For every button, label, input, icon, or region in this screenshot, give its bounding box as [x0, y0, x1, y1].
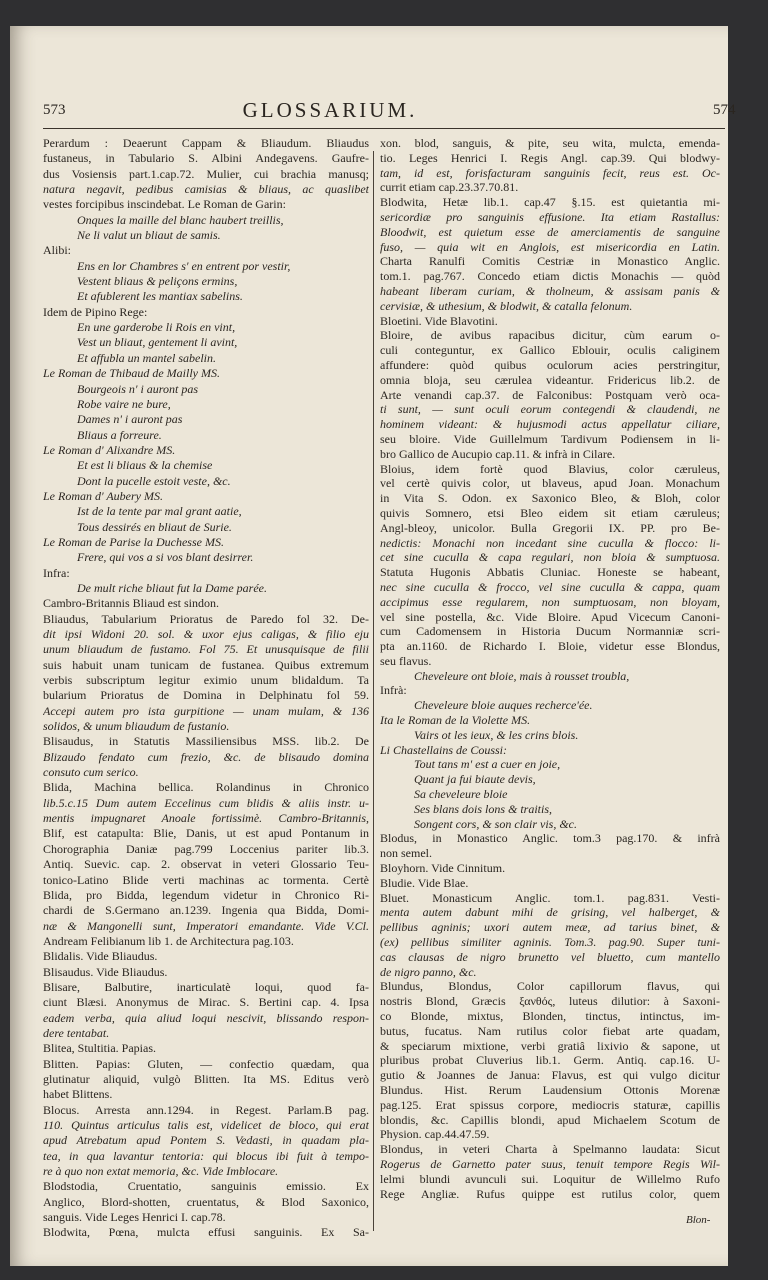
text-line: ciunt Blæsi. Anonymus de Mirac. S. Bertini cap. 4. Ipsa — [43, 995, 369, 1010]
text-line: vestes forcipibus inscindebat. Le Roman de Garin: — [43, 197, 286, 212]
text-line: Blitea, Stultitia. Papias. — [43, 1041, 156, 1056]
text-line: næ & Mangonelli sunt, Imperatori emandante. Vide V.Cl. — [43, 918, 369, 933]
text-line: xon. blod, sanguis, & pite, seu wita, mulcta, emenda- — [380, 136, 720, 150]
text-line: Physion. cap.44.47.59. — [380, 1127, 490, 1142]
text-line: chardi de S.Germano an.1239. Ingenia qua Bidda, Domi- — [43, 903, 369, 918]
text-line: seu bloire. Vide Guillelmum Tardivum Podiensem in li- — [380, 431, 720, 446]
text-line: Charta Ranulfi Comitis Cestriæ in Monastico Anglic. — [380, 254, 720, 269]
text-line: habeant liberam curiam, & tholneum, & assisam panis & — [380, 283, 720, 298]
text-line: tonico-Latino Blide verti machinas ac tormenta. Certè — [43, 872, 369, 887]
text-line: sericordiæ pro sanguinis effusione. Ita etiam Rastallus: — [380, 209, 720, 224]
text-line: Onques la maille del blanc haubert treillis, — [77, 212, 284, 227]
text-line: lelmi blundi avunculi sui. Loquitur de Willelmo Rufo — [380, 1171, 720, 1186]
text-line: co Blonde, mixtus, Blonden, tinctus, intinctus, im- — [380, 1009, 720, 1024]
header-rule — [43, 128, 725, 129]
text-line: Bliaus a forreure. — [77, 427, 162, 442]
text-line: Tous dessirés en bliaut de Surie. — [77, 519, 232, 534]
text-line: seu flavus. — [380, 653, 432, 668]
left-text-column — [43, 136, 369, 1241]
right-text-column — [380, 136, 720, 1201]
text-line: dere tentabat. — [43, 1025, 110, 1040]
text-line: Songent cors, & son clair vis, &c. — [414, 816, 577, 831]
text-line: (ex) pellibus similiter agninis. Tom.3. pag.90. Super tuni- — [380, 935, 720, 950]
text-line: natura negavit, pedibus camisias & bliaus, ac quaslibet — [43, 182, 369, 197]
text-line: solidos, & unum bliaudum de fustanio. — [43, 719, 230, 734]
text-line: bro Gallico de Aucupio cap.11. & infrà in Cilare. — [380, 446, 616, 461]
text-line: Blodwita, Hetæ lib.1. cap.47 §.15. est quietantia mi- — [380, 195, 720, 210]
text-line: affundere: quòd quibus oculorum acies perstringitur, — [380, 357, 720, 372]
text-line: butus, fucatus. Nam rutilus color fiebat arte quadam, — [380, 1023, 720, 1038]
text-line: dit ipsi Widoni 20. sol. & uxor ejus caligas, & filio eju — [43, 627, 369, 641]
text-line: gutio & Joannes de Janua: Flavus, est qui vulgo dicitur — [380, 1068, 720, 1083]
text-line: omnia bloja, seu cærulea videantur. Fridericus lib.2. de — [380, 372, 720, 387]
text-line: En une garderobe li Rois en vint, — [77, 320, 236, 335]
text-line: Blisaudus, in Statutis Massiliensibus MSS. lib.2. De — [43, 734, 369, 749]
text-line: 110. Quintus articulus talis est, videlicet de bloco, qui erat — [43, 1118, 369, 1132]
column-divider — [373, 151, 374, 1231]
text-line: Ita le Roman de la Violette MS. — [380, 713, 531, 728]
text-line: Ne li valut un bliaut de samis. — [77, 228, 221, 243]
text-line: non semel. — [380, 846, 432, 861]
text-line: Ses blans dois lons & traitis, — [414, 801, 553, 816]
text-line: Rege Angliæ. Rufus quippe est rutilus color, quem — [380, 1186, 720, 1201]
text-line: vel certè quivis color, ut blaveus, apud Joan. Monachum — [380, 476, 720, 491]
text-line: Blondus, in veteri Charta à Spelmanno laudata: Sicut — [380, 1142, 720, 1157]
text-line: Dames n' i auront pas — [77, 412, 183, 427]
text-line: tom.1. pag.767. Concedo etiam dictis Monachis — quòd — [380, 269, 720, 284]
text-line: de nigro panno, &c. — [380, 964, 477, 979]
text-line: Infrà: — [380, 683, 407, 698]
text-line: Le Roman de Thibaud de Mailly MS. — [43, 366, 220, 381]
text-line: tea, in qua lavantur tentoria: qui blocus ibi fuit à tempo- — [43, 1148, 369, 1163]
text-line: bularium Prioratus de Domina in Delphinatu fol 59. — [43, 688, 369, 703]
text-line: Et est li bliaus & la chemise — [77, 458, 213, 473]
text-line: Blisaudus. Vide Bliaudus. — [43, 964, 168, 979]
text-line: re à quo non extat memoria, &c. Vide Imblocare. — [43, 1164, 279, 1179]
text-line: pellibus agninis; uxori autem meæ, ad tarius binet, & — [380, 920, 720, 935]
text-line: Bloodwit, est quietum esse de amerciamentis de sanguine — [380, 224, 720, 239]
text-line: Bludie. Vide Blae. — [380, 875, 469, 890]
text-line: accipimus esse regularem, non sumptuosam, non bloyam, — [380, 594, 720, 609]
text-line: cum Cadomensem in Historia Ducum Normanniæ scri- — [380, 624, 720, 639]
text-line: blondis, &c. Capillis blondi, apud Michaelem Scotum de — [380, 1112, 720, 1127]
text-line: Anglico, Blord-shotten, cruentatus, & Blod Saxonico, — [43, 1194, 369, 1209]
text-line: lib.5.c.15 Dum autem Eccelinus cum blidis & aliis instr. u- — [43, 795, 369, 810]
text-line: Le Roman d' Aubery MS. — [43, 488, 163, 503]
text-line: Bloire, de avibus rapacibus dicitur, cùm earum o- — [380, 328, 720, 343]
text-line: consuto cum serico. — [43, 765, 139, 780]
text-line: Andream Felibianum lib 1. de Architectura pag.103. — [43, 933, 294, 948]
text-line: Rogerus de Garnetto pater suus, tenuit tempore Regis Wil- — [380, 1156, 720, 1171]
text-line: Blodwita, Pœna, mulcta effusi sanguinis. Ex Sa- — [43, 1225, 369, 1240]
text-line: Blodus, in Monastico Anglic. tom.3 pag.170. & infrà — [380, 831, 720, 846]
book-page — [10, 26, 736, 1266]
running-title: GLOSSARIUM. — [242, 98, 418, 122]
text-line: Bourgeois n' i auront pas — [77, 381, 199, 396]
text-line: dus Vosiensis part.1.cap.72. Mulier, cui brachia manusq; — [43, 166, 369, 181]
text-line: sanguis. Vide Leges Henrici I. cap.78. — [43, 1210, 226, 1225]
text-line: Infra: — [43, 565, 70, 580]
text-line: ti sunt, — sunt oculi eorum contegendi & claudendi, ne — [380, 402, 720, 417]
text-line: culi conteguntur, ex Gallico Eblouir, oculis caliginem — [380, 343, 720, 358]
text-line: Perardum : Deaerunt Cappam & Bliaudum. Bliaudus — [43, 136, 369, 150]
text-line: Blundus, Blondus, Color capillorum flavus, qui — [380, 979, 720, 994]
text-line: Vairs ot les ieux, & les crins blois. — [414, 727, 579, 742]
text-line: Blida, pro Bidda, legendum videtur in Chronico Ri- — [43, 887, 369, 902]
text-line: Blida, Machina bellica. Rolandinus in Chronico — [43, 780, 369, 795]
text-line: De mult riche bliaut fut la Dame parée. — [77, 580, 267, 595]
text-line: Vestent bliaus & peliçons ermins, — [77, 274, 238, 289]
text-line: Le Roman d' Alixandre MS. — [43, 442, 176, 457]
text-line: Angl-bleoy, unicolor. Bulla Gregorii IX. PP. pro Be- — [380, 520, 720, 535]
text-line: habet Blittens. — [43, 1087, 113, 1102]
text-line: Tout tans m' est a cuer en joie, — [414, 757, 561, 772]
text-line: Sa cheveleure bloie — [414, 787, 508, 802]
text-line: Blisare, Balbutire, inarticulatè loqui, quod fa- — [43, 979, 369, 994]
text-line: Et afublerent les mantiax sabelins. — [77, 289, 243, 304]
text-line: Blif, est catapulta: Blie, Danis, ut est apud Pontanum in — [43, 826, 369, 841]
text-line: Chorographia Daniæ pag.799 Loccenius pariter lib.3. — [43, 841, 369, 856]
text-line: & speciarum mixtione, verbi gratiâ lixivio & sapone, ut — [380, 1038, 720, 1053]
text-line: eadem verba, quia aliud loqui nescivit, blissando respon- — [43, 1010, 369, 1025]
text-line: apud Atrebatum apud Pontem S. Vedasti, in quadam pla- — [43, 1133, 369, 1148]
text-line: vel sine postella, &c. Vide Bloire. Apud Vicecum Canoni- — [380, 609, 720, 624]
text-line: Ens en lor Chambres s' en entrent por vestir, — [77, 258, 291, 273]
text-line: cas clausas de nigro brunetto vel bluetto, cum mantello — [380, 949, 720, 964]
text-line: tio. Leges Henrici I. Regis Angl. cap.39. Qui blodwy- — [380, 150, 720, 165]
text-line: hominem videant: & hujusmodi actus appellatur ciliare, — [380, 417, 720, 432]
text-line: quivis Somnero, etsi Bleo eidem sit etiam cæruleus; — [380, 505, 720, 520]
text-line: Idem de Pipino Rege: — [43, 304, 148, 319]
right-page-number: 574 — [713, 102, 736, 118]
text-line: Antiq. Suevic. cap. 2. observat in veteri Glossario Teu- — [43, 857, 369, 872]
text-line: Cheveleure bloie auques recherce'ée. — [414, 698, 593, 713]
text-line: Bluet. Monasticum Anglic. tom.1. pag.831. Vesti- — [380, 890, 720, 905]
text-line: cervisiæ, & uthesium, & blodwit, & catalla felonum. — [380, 298, 633, 313]
text-line: Vest un bliaut, gentement li avint, — [77, 335, 238, 350]
text-line: Accepi autem pro ista gurpitione — unam mulam, & 136 — [43, 703, 369, 718]
text-line: Dont la pucelle estoit veste, &c. — [77, 473, 231, 488]
catchword: Blon- — [686, 1214, 711, 1226]
text-line: mentis impugnaret Anoale fortissimè. Cambro-Britannis, — [43, 811, 369, 826]
text-line: Cambro-Britannis Bliaud est sindon. — [43, 596, 219, 611]
text-line: Et affubla un mantel sabelin. — [77, 350, 216, 365]
text-line: in Vita S. Odon. ex Saxonico Bleo, & Bloh, color — [380, 491, 720, 506]
text-line: Bloius, idem fortè quod Blavius, color cæruleus, — [380, 461, 720, 476]
text-line: nedictis: Monachi non incedant sine cuculla & flocco: li- — [380, 535, 720, 550]
text-line: tam, id est, forisfacturam sanguinis fecit, reus est. Oc- — [380, 165, 720, 180]
text-line: glutinatur aliquid, vulgò Blitten. Ita MS. Editus verò — [43, 1071, 369, 1086]
text-line: Bloetini. Vide Blavotini. — [380, 313, 498, 328]
text-line: Blundus. Hist. Rerum Laudensium Ottonis Morenæ — [380, 1083, 720, 1097]
text-line: fuso, — quia wit en Anglois, est misericordia en Latin. — [380, 239, 720, 254]
text-line: pta an.1160. de Richardo I. Bloie, videtur esse Blondus, — [380, 639, 720, 654]
text-line: Blizaudo fendato cum frezio, &c. de blisaudo domina — [43, 749, 369, 764]
text-line: Robe vaire ne bure, — [77, 396, 171, 411]
text-line: Blitten. Papias: Gluten, — confectio quædam, qua — [43, 1056, 369, 1071]
text-line: nostris Blond, Græcis ξανθός, luteus dilutior: à Saxoni- — [380, 994, 720, 1009]
text-line: Bloyhorn. Vide Cinnitum. — [380, 861, 506, 876]
text-line: pluribus probat Cluverius lib.1. Germ. Antiq. cap.16. U- — [380, 1053, 720, 1068]
text-line: Quant ja fui biaute devis, — [414, 772, 536, 787]
text-line: Le Roman de Parise la Duchesse MS. — [43, 534, 224, 549]
text-line: Frere, qui vos a si vos blant desirrer. — [77, 550, 254, 565]
text-line: cet sine cuculla & capa regulari, non bloia & sumptuosa. — [380, 550, 720, 565]
text-line: Bliaudus, Tabularium Prioratus de Paredo fol 32. De- — [43, 611, 369, 626]
text-line: Cheveleure ont bloie, mais à rousset troubla, — [414, 668, 630, 683]
left-page-number: 573 — [43, 102, 66, 118]
text-line: Blidalis. Vide Bliaudus. — [43, 949, 158, 964]
text-line: Arte venandi cap.37. de Falconibus: Postquam verò oca- — [380, 387, 720, 402]
text-line: pag.125. Erat spissus corpore, mediocris staturæ, capillis — [380, 1097, 720, 1112]
text-line: Blodstodia, Cruentatio, sanguinis emissio. Ex — [43, 1179, 369, 1194]
text-line: unum bliaudum de fustamo. Fol 75. Et unusquisque de filii — [43, 642, 369, 657]
text-line: menta autem dabunt mihi de grising, vel halberget, & — [380, 905, 720, 920]
text-line: fustaneus, in Tabulario S. Albini Andegavens. Gaufre- — [43, 151, 369, 166]
text-line: currit etiam cap.23.37.70.81. — [380, 180, 519, 195]
text-line: Alibi: — [43, 243, 72, 258]
text-line: Ist de la tente par mal grant aatie, — [77, 504, 242, 519]
text-line: Li Chastellains de Coussi: — [380, 742, 508, 757]
text-line: Statuta Hugonis Abbatis Cluniac. Honeste se habeant, — [380, 565, 720, 580]
text-line: verbis subscriptum legitur eximio unum blidaldum. Ta — [43, 673, 369, 688]
text-line: nec sine cuculla & frocco, vel sine cuculla & cappa, quam — [380, 579, 720, 594]
text-line: suis habuit unam tunicam de fustanea. Quibus extremum — [43, 657, 369, 672]
text-line: Blocus. Arresta ann.1294. in Regest. Parlam.B pag. — [43, 1102, 369, 1117]
